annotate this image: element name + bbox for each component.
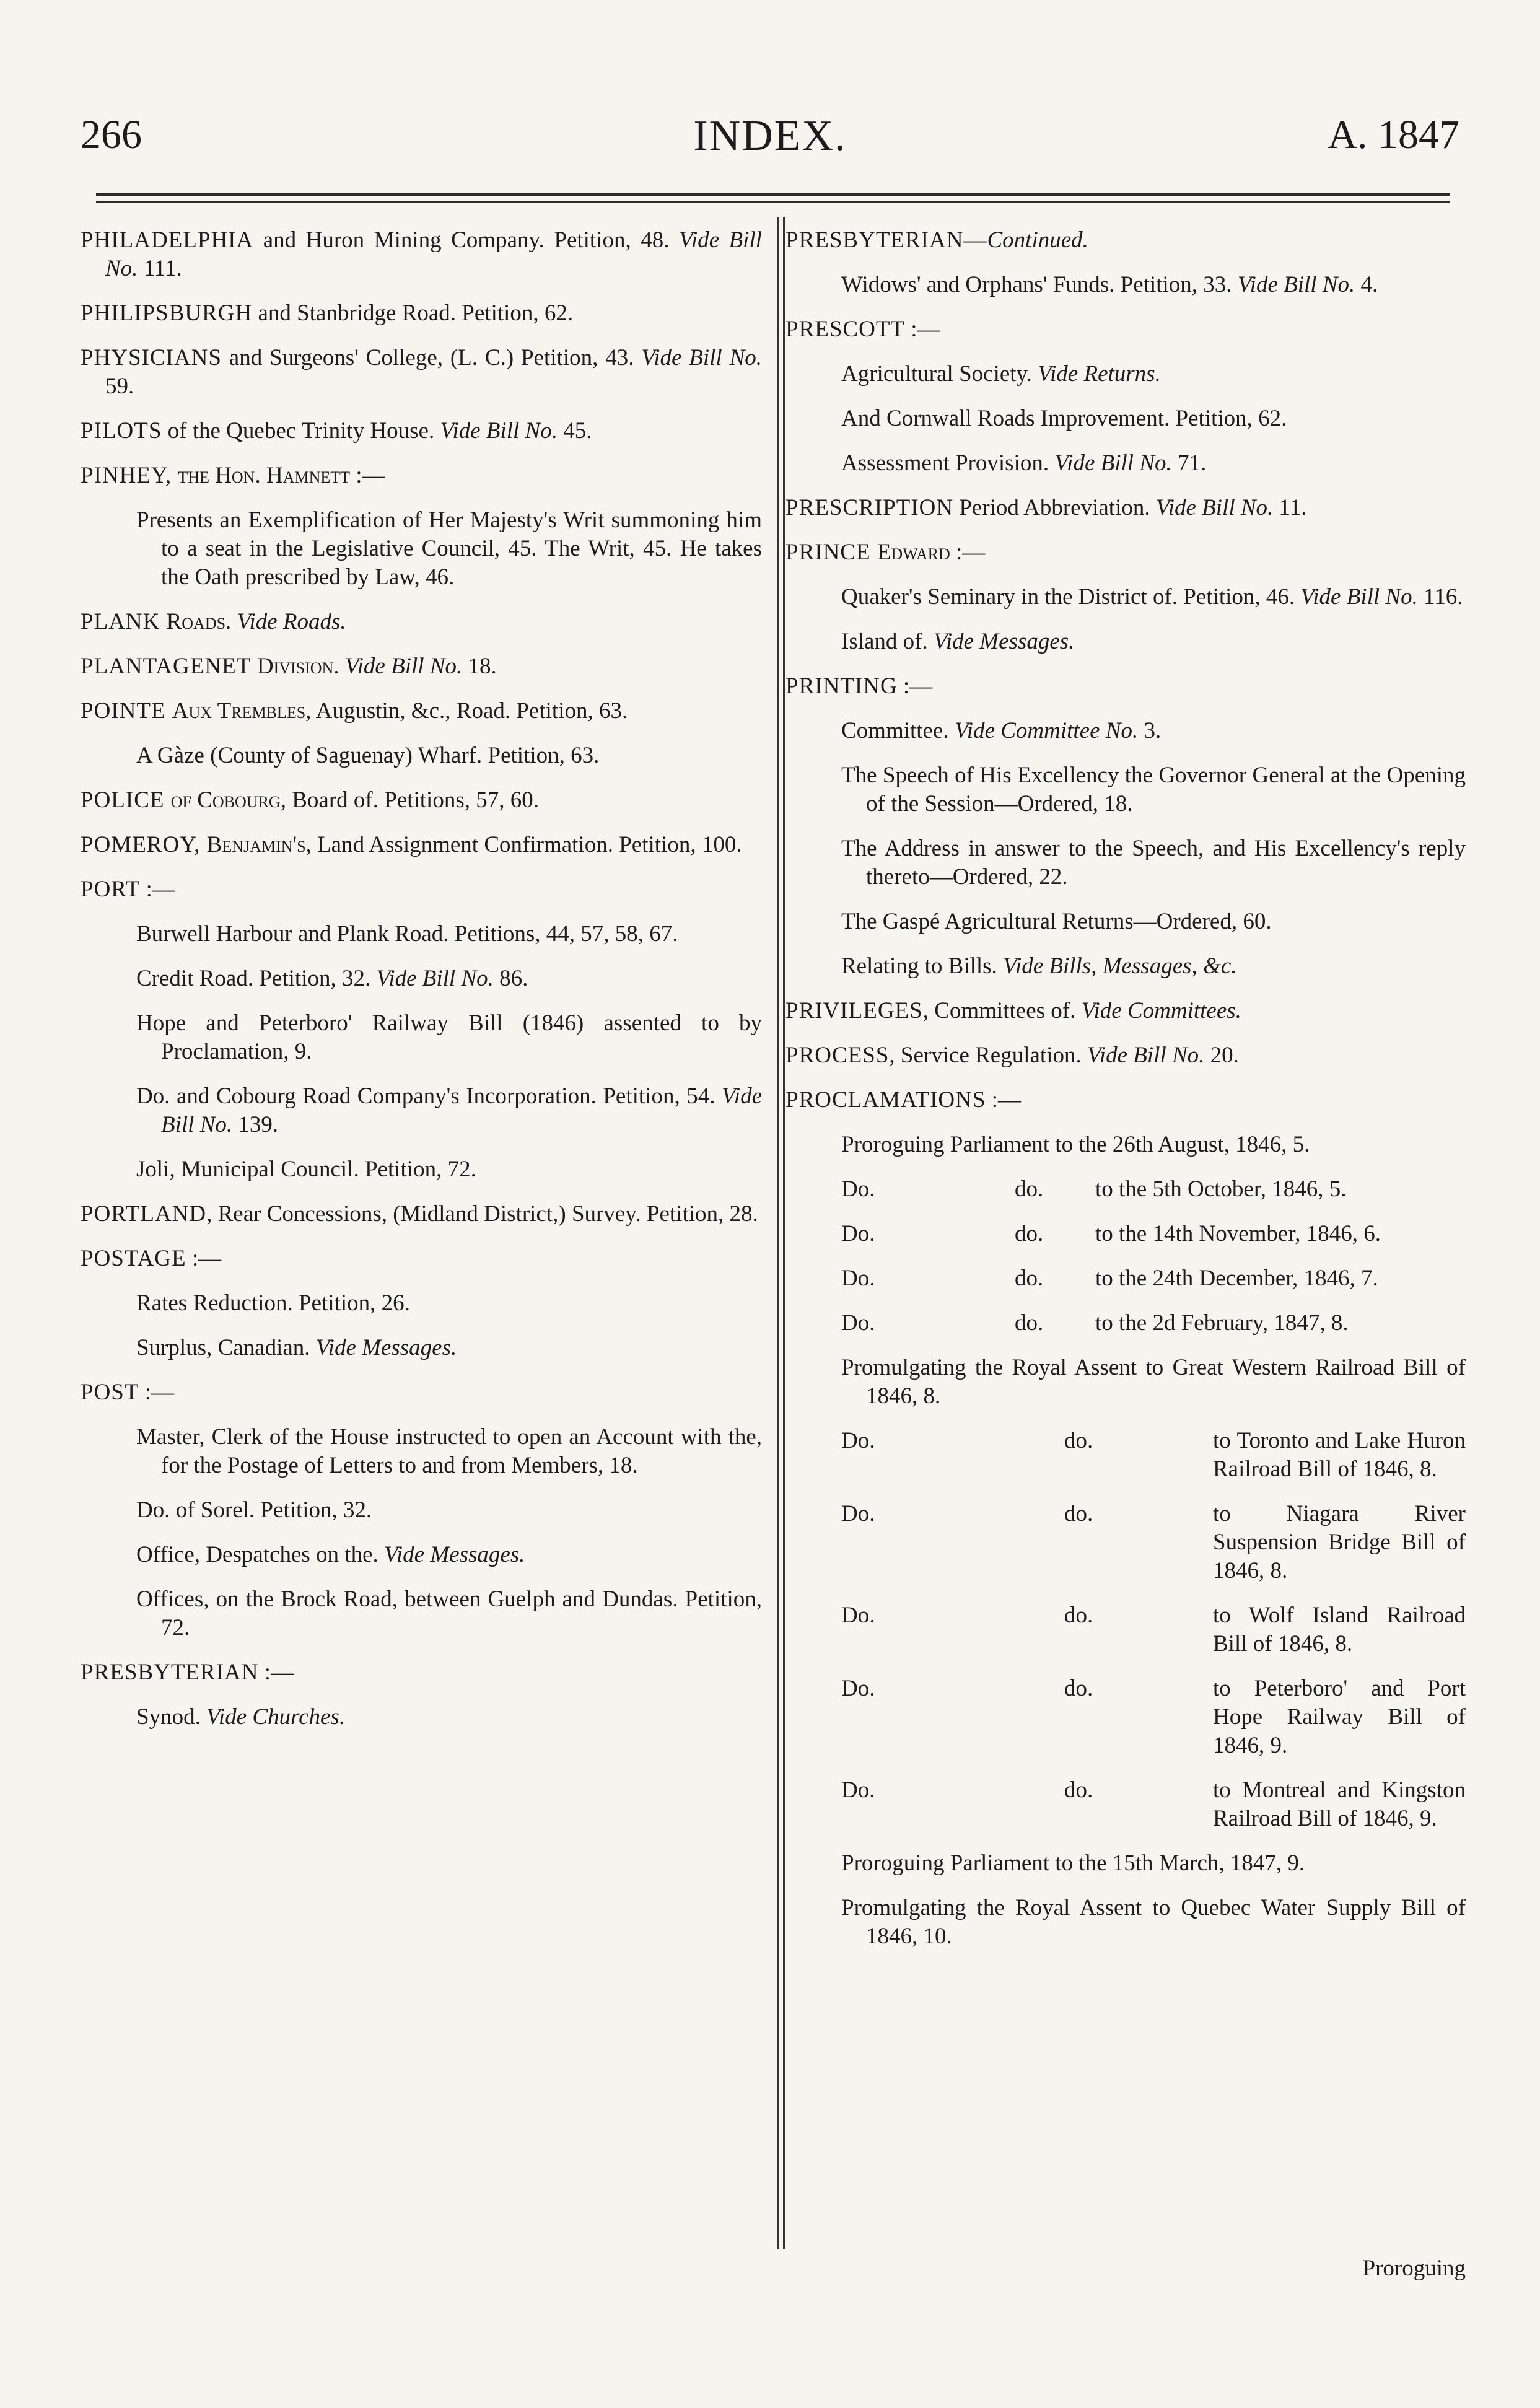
index-subentry xyxy=(841,717,1466,745)
index-subentry: Joli, Municipal Council. Petition, 72. xyxy=(136,1157,476,1182)
entry-ref: Vide Returns. xyxy=(1038,361,1161,387)
index-subentry: Proroguing Parliament to the 15th March, 1847, 9. xyxy=(841,1850,1305,1876)
ditto-cell: Do. xyxy=(841,1603,875,1628)
entry-text: Committee. xyxy=(841,718,955,743)
index-subentry: Do. of Sorel. Petition, 32. xyxy=(136,1497,372,1523)
proclamation-text: to the 2d February, 1847, 8. xyxy=(1095,1310,1349,1336)
entry-tail: , Land Assignment Confirmation. Petition, 100. xyxy=(305,832,742,857)
proclamation-row xyxy=(841,1309,1466,1338)
ditto-cell: Do. xyxy=(841,1428,875,1453)
entry-smallcaps: Division. xyxy=(256,654,339,679)
proclamation-row xyxy=(841,1264,1466,1293)
entry-smallcaps: Roads. xyxy=(166,609,232,634)
entry-text: of the Quebec Trinity House. xyxy=(162,418,440,444)
index-subentry xyxy=(841,628,1466,656)
entry-tail: , Augustin, &c., Road. Petition, 63. xyxy=(305,698,628,724)
index-entry xyxy=(785,226,1466,255)
entry-title: PROCLAMATIONS xyxy=(785,1087,986,1113)
entry-ref: Vide Bill No. xyxy=(339,654,463,679)
index-subentry: Hope and Peterboro' Railway Bill (1846) assented to by Proclamation, 9. xyxy=(136,1010,762,1064)
ditto-cell: do. xyxy=(1064,1777,1093,1803)
entry-tail: 111. xyxy=(138,256,182,281)
entry-text: and Surgeons' College, (L. C.) Petition, 43. xyxy=(221,345,642,370)
entry-text: Quaker's Seminary in the District of. Petition, 46. xyxy=(841,584,1301,610)
index-entry xyxy=(785,1041,1466,1070)
index-subentry: The Address in answer to the Speech, and His Excellency's reply thereto—Ordered, 22. xyxy=(841,836,1466,890)
index-subentry: Promulgating the Royal Assent to Great Western Railroad Bill of 1846, 8. xyxy=(841,1355,1466,1409)
entry-tail: , Rear Concessions, (Midland District,) Survey. Petition, 28. xyxy=(206,1201,758,1227)
header-rule-thick xyxy=(96,193,1450,196)
index-subentry: The Speech of His Excellency the Governor General at the Opening of the Session—Ordered, 18. xyxy=(841,763,1466,817)
proclamation-row xyxy=(841,1776,1466,1833)
entry-tail: 45. xyxy=(557,418,592,444)
index-entry xyxy=(81,1378,762,1407)
index-entry xyxy=(81,697,762,725)
entry-text: and Huron Mining Company. Petition, 48. xyxy=(253,227,679,253)
index-entry xyxy=(81,652,762,681)
index-entry xyxy=(785,494,1466,522)
page-number: 266 xyxy=(81,112,142,157)
entry-tail: :— xyxy=(139,1380,175,1405)
index-subentry xyxy=(136,1082,762,1139)
entry-title: POMEROY, xyxy=(81,832,207,857)
ditto-cell: Do. xyxy=(841,1310,875,1336)
page-header xyxy=(81,112,1459,167)
entry-ref: Vide Bill No. xyxy=(1155,495,1274,520)
index-entry xyxy=(81,462,762,490)
ditto-cell: do. xyxy=(1015,1266,1044,1291)
entry-tail: :— xyxy=(140,877,175,902)
index-subentry: Presents an Exemplification of Her Majesty's Writ summoning him to a seat in the Legislative Council, 45. The Writ, 45. He takes the Oath prescribed by Law, 46. xyxy=(136,507,762,590)
entry-text: Island of. xyxy=(841,629,934,654)
entry-tail: 18. xyxy=(462,654,497,679)
index-entry xyxy=(81,1200,762,1228)
entry-ref: Vide Bill No. xyxy=(440,418,558,444)
index-subentry xyxy=(136,1334,762,1362)
index-entry xyxy=(81,226,762,283)
index-subentry xyxy=(841,271,1466,299)
index-subentry xyxy=(136,965,762,993)
entry-text: , Committees of. xyxy=(922,998,1082,1023)
entry-tail: :— xyxy=(186,1246,222,1271)
index-entry xyxy=(81,608,762,636)
index-entry xyxy=(785,315,1466,344)
ditto-cell: Do. xyxy=(841,1176,875,1202)
entry-title: PRESBYTERIAN— xyxy=(785,227,987,253)
proclamation-text: to Peterboro' and Port Hope Railway Bill of 1846, 9. xyxy=(1213,1676,1466,1758)
entry-text: Assessment Provision. xyxy=(841,450,1055,476)
right-column xyxy=(785,226,1466,1967)
entry-text: , Service Regulation. xyxy=(889,1043,1087,1068)
entry-title: POLICE xyxy=(81,787,171,813)
entry-ref: Vide Bill No. xyxy=(1087,1043,1205,1068)
entry-title: PHYSICIANS xyxy=(81,345,222,370)
entry-text: Office, Despatches on the. xyxy=(136,1542,385,1567)
ditto-cell: Do. xyxy=(841,1501,875,1526)
ditto-cell: Do. xyxy=(841,1777,875,1803)
header-rule-thin xyxy=(96,201,1450,203)
index-entry xyxy=(81,417,762,445)
index-subentry: Rates Reduction. Petition, 26. xyxy=(136,1290,410,1316)
entry-ref: Vide Roads. xyxy=(231,609,346,634)
proclamation-row xyxy=(841,1675,1466,1760)
index-subentry: A Gàze (County of Saguenay) Wharf. Petition, 63. xyxy=(136,743,600,768)
index-entry xyxy=(81,875,762,904)
ditto-cell: do. xyxy=(1015,1310,1044,1336)
entry-smallcaps: Edward xyxy=(877,540,950,565)
index-subentry xyxy=(841,952,1466,981)
entry-title: POST xyxy=(81,1380,139,1405)
proclamation-row xyxy=(841,1175,1466,1204)
entry-tail: 11. xyxy=(1273,495,1307,520)
entry-text: Widows' and Orphans' Funds. Petition, 33. xyxy=(841,272,1238,297)
entry-title: PRINCE xyxy=(785,540,877,565)
entry-ref: Vide Messages. xyxy=(315,1335,457,1360)
entry-tail: 20. xyxy=(1204,1043,1239,1068)
proclamation-row xyxy=(841,1601,1466,1658)
entry-ref: Vide Bill No. xyxy=(1054,450,1172,476)
entry-smallcaps: of Cobourg xyxy=(170,787,281,813)
proclamation-text: to the 14th November, 1846, 6. xyxy=(1095,1221,1381,1246)
index-subentry xyxy=(136,1541,762,1569)
entry-ref: Vide Bill No. xyxy=(1237,272,1355,297)
left-column xyxy=(81,226,762,1748)
index-entry xyxy=(785,672,1466,701)
ditto-cell: do. xyxy=(1064,1501,1093,1526)
index-subentry xyxy=(136,1703,762,1732)
proclamation-row xyxy=(841,1427,1466,1484)
entry-tail: 3. xyxy=(1138,718,1162,743)
page-title: INDEX. xyxy=(693,112,847,160)
entry-ref: Vide Messages. xyxy=(934,629,1075,654)
entry-title: PORT xyxy=(81,877,141,902)
entry-text: Agricultural Society. xyxy=(841,361,1038,387)
entry-tail: 59. xyxy=(105,374,134,399)
entry-title: PRINTING xyxy=(785,673,898,699)
entry-text: Credit Road. Petition, 32. xyxy=(136,966,377,991)
proclamation-text: to the 5th October, 1846, 5. xyxy=(1095,1176,1347,1202)
entry-tail: 116. xyxy=(1417,584,1463,610)
ditto-cell: do. xyxy=(1064,1676,1093,1701)
index-subentry: Offices, on the Brock Road, between Guelph and Dundas. Petition, 72. xyxy=(136,1587,762,1640)
index-entry xyxy=(81,786,762,815)
index-entry xyxy=(785,1086,1466,1114)
index-subentry: Burwell Harbour and Plank Road. Petitions, 44, 57, 58, 67. xyxy=(136,921,678,947)
entry-tail: :— xyxy=(258,1660,294,1685)
entry-text: and Stanbridge Road. Petition, 62. xyxy=(252,300,574,326)
entry-title: PRESCOTT xyxy=(785,317,906,342)
entry-title: PROCESS xyxy=(785,1043,890,1068)
entry-ref: Continued. xyxy=(987,227,1088,253)
entry-title: PILOTS xyxy=(81,418,162,444)
proclamation-row xyxy=(841,1500,1466,1585)
entry-tail: , Board of. Petitions, 57, 60. xyxy=(280,787,539,813)
entry-text: Relating to Bills. xyxy=(841,953,1004,979)
page-year: A. 1847 xyxy=(1328,112,1459,157)
ditto-cell: do. xyxy=(1064,1603,1093,1628)
entry-ref: Vide Bill No. xyxy=(376,966,494,991)
entry-tail: 86. xyxy=(493,966,528,991)
column-divider xyxy=(777,217,785,2249)
entry-ref: Vide Committee No. xyxy=(954,718,1139,743)
index-entry xyxy=(785,997,1466,1025)
entry-title: PHILADELPHIA xyxy=(81,227,254,253)
entry-ref: Vide Bill No. xyxy=(161,1084,762,1137)
entry-title: PRESBYTERIAN xyxy=(81,1660,259,1685)
entry-tail: :— xyxy=(897,673,933,699)
index-subentry xyxy=(841,583,1466,611)
catchword: Proroguing xyxy=(1362,2256,1466,2281)
entry-title: PLANTAGENET xyxy=(81,654,257,679)
proclamation-text: to the 24th December, 1846, 7. xyxy=(1095,1266,1378,1291)
entry-tail: :— xyxy=(350,463,385,488)
entry-text: Period Abbreviation. xyxy=(953,495,1156,520)
index-entry xyxy=(81,1658,762,1687)
entry-tail: :— xyxy=(986,1087,1021,1113)
entry-tail: 71. xyxy=(1171,450,1207,476)
index-subentry: Master, Clerk of the House instructed to open an Account with the, for the Postage of Letters to and from Members, 18. xyxy=(136,1424,762,1478)
entry-tail: :— xyxy=(950,540,986,565)
ditto-cell: do. xyxy=(1015,1221,1044,1246)
entry-smallcaps: Benjamin's xyxy=(206,832,306,857)
index-entry xyxy=(81,299,762,328)
entry-text: Synod. xyxy=(136,1704,207,1730)
entry-title: PINHEY, xyxy=(81,463,178,488)
entry-ref: Vide Churches. xyxy=(206,1704,346,1730)
entry-ref: Vide Messages. xyxy=(384,1542,525,1567)
entry-tail: 139. xyxy=(232,1112,279,1137)
ditto-cell: Do. xyxy=(841,1266,875,1291)
entry-tail: :— xyxy=(905,317,940,342)
index-subentry: Promulgating the Royal Assent to Quebec Water Supply Bill of 1846, 10. xyxy=(841,1895,1466,1949)
entry-ref: Vide Bill No. xyxy=(641,345,762,370)
entry-title: PLANK xyxy=(81,609,167,634)
ditto-cell: do. xyxy=(1015,1176,1044,1202)
entry-title: PRESCRIPTION xyxy=(785,495,954,520)
ditto-cell: Do. xyxy=(841,1676,875,1701)
entry-title: PHILIPSBURGH xyxy=(81,300,253,326)
ditto-cell: do. xyxy=(1064,1428,1093,1453)
entry-ref: Vide Committees. xyxy=(1081,998,1241,1023)
index-subentry: The Gaspé Agricultural Returns—Ordered, 60. xyxy=(841,909,1272,934)
index-entry xyxy=(785,538,1466,567)
index-subentry: And Cornwall Roads Improvement. Petition, 62. xyxy=(841,406,1287,431)
entry-ref: Vide Bill No. xyxy=(1300,584,1418,610)
entry-smallcaps: the Hon. Hamnett xyxy=(178,463,351,488)
proclamation-text: to Montreal and Kingston Railroad Bill of 1846, 9. xyxy=(1213,1777,1466,1831)
entry-title: PORTLAND xyxy=(81,1201,207,1227)
index-subentry xyxy=(841,360,1466,388)
index-entry xyxy=(81,1245,762,1273)
proclamation-text: to Toronto and Lake Huron Railroad Bill of 1846, 8. xyxy=(1213,1428,1466,1482)
proclamation-row xyxy=(841,1220,1466,1248)
entry-smallcaps: Aux Trembles xyxy=(172,698,306,724)
entry-text: Surplus, Canadian. xyxy=(136,1335,316,1360)
index-entry xyxy=(81,344,762,401)
index-entry xyxy=(81,831,762,859)
ditto-cell: Do. xyxy=(841,1221,875,1246)
entry-text: Do. and Cobourg Road Company's Incorporation. Petition, 54. xyxy=(136,1084,722,1109)
entry-ref: Vide Bills, Messages, &c. xyxy=(1003,953,1237,979)
index-subentry: Proroguing Parliament to the 26th August, 1846, 5. xyxy=(841,1132,1310,1157)
entry-ref: Vide Bill No. xyxy=(105,227,762,281)
index-subentry xyxy=(841,449,1466,478)
entry-title: POSTAGE xyxy=(81,1246,186,1271)
entry-tail: 4. xyxy=(1355,272,1378,297)
proclamation-text: to Niagara River Suspension Bridge Bill of 1846, 8. xyxy=(1213,1501,1466,1583)
proclamation-text: to Wolf Island Railroad Bill of 1846, 8. xyxy=(1213,1603,1466,1657)
entry-title: PRIVILEGES xyxy=(785,998,923,1023)
entry-title: POINTE xyxy=(81,698,172,724)
